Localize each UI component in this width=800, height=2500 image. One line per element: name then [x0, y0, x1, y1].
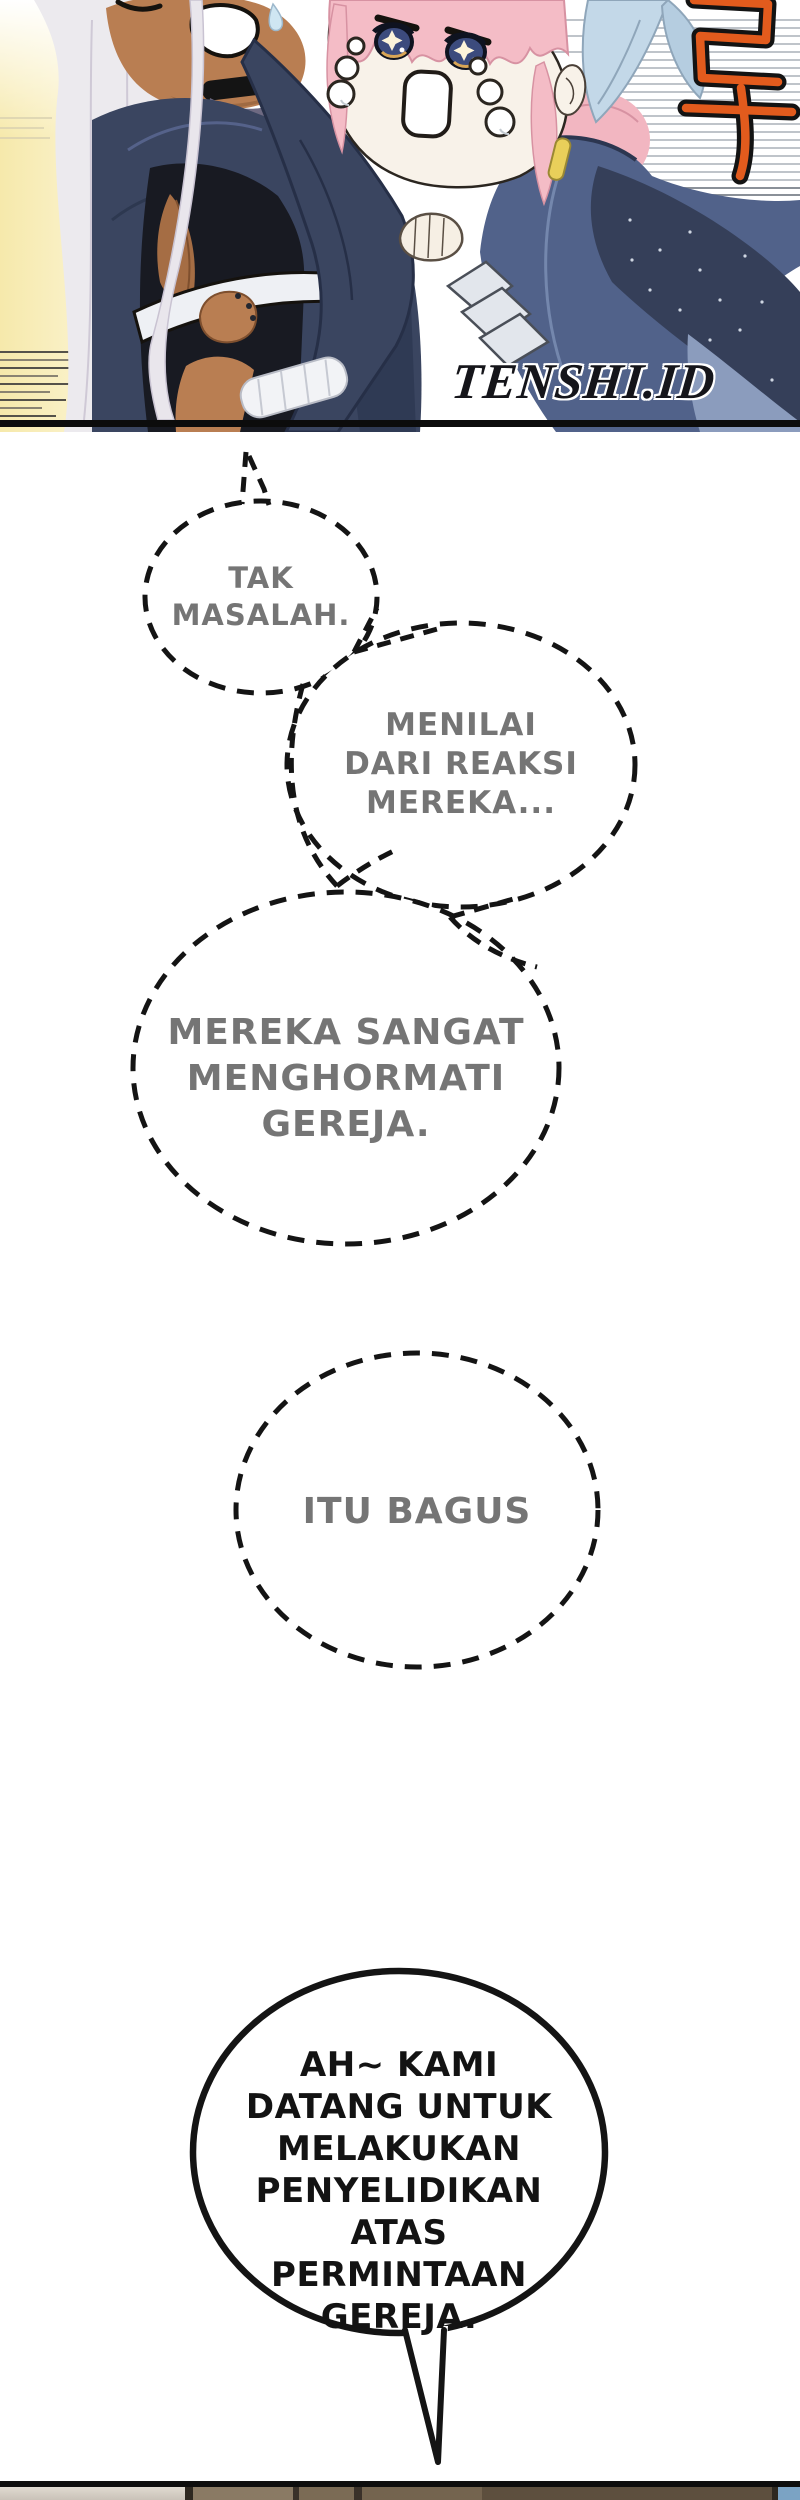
speech-bubble-3-text: MEREKA SANGAT MENGHORMATI GEREJA. [167, 1012, 525, 1145]
next-panel-strip [0, 2481, 800, 2500]
watermark: TENSHI.ID [449, 353, 719, 409]
speech-bubble-1-text: TAK MASALAH. [171, 561, 351, 632]
speech-bubble-4-text: ITU BAGUS [302, 1491, 532, 1532]
bubble-1-tail-up [242, 452, 246, 504]
speech-bubble-2-text: MENILAI DARI REAKSI MEREKA... [344, 707, 578, 821]
speech-bubble-5-text: AH~ KAMI DATANG UNTUK MELAKUKAN PENYELIDIKAN ATAS PERMINTAAN GEREJA. [245, 2045, 553, 2337]
